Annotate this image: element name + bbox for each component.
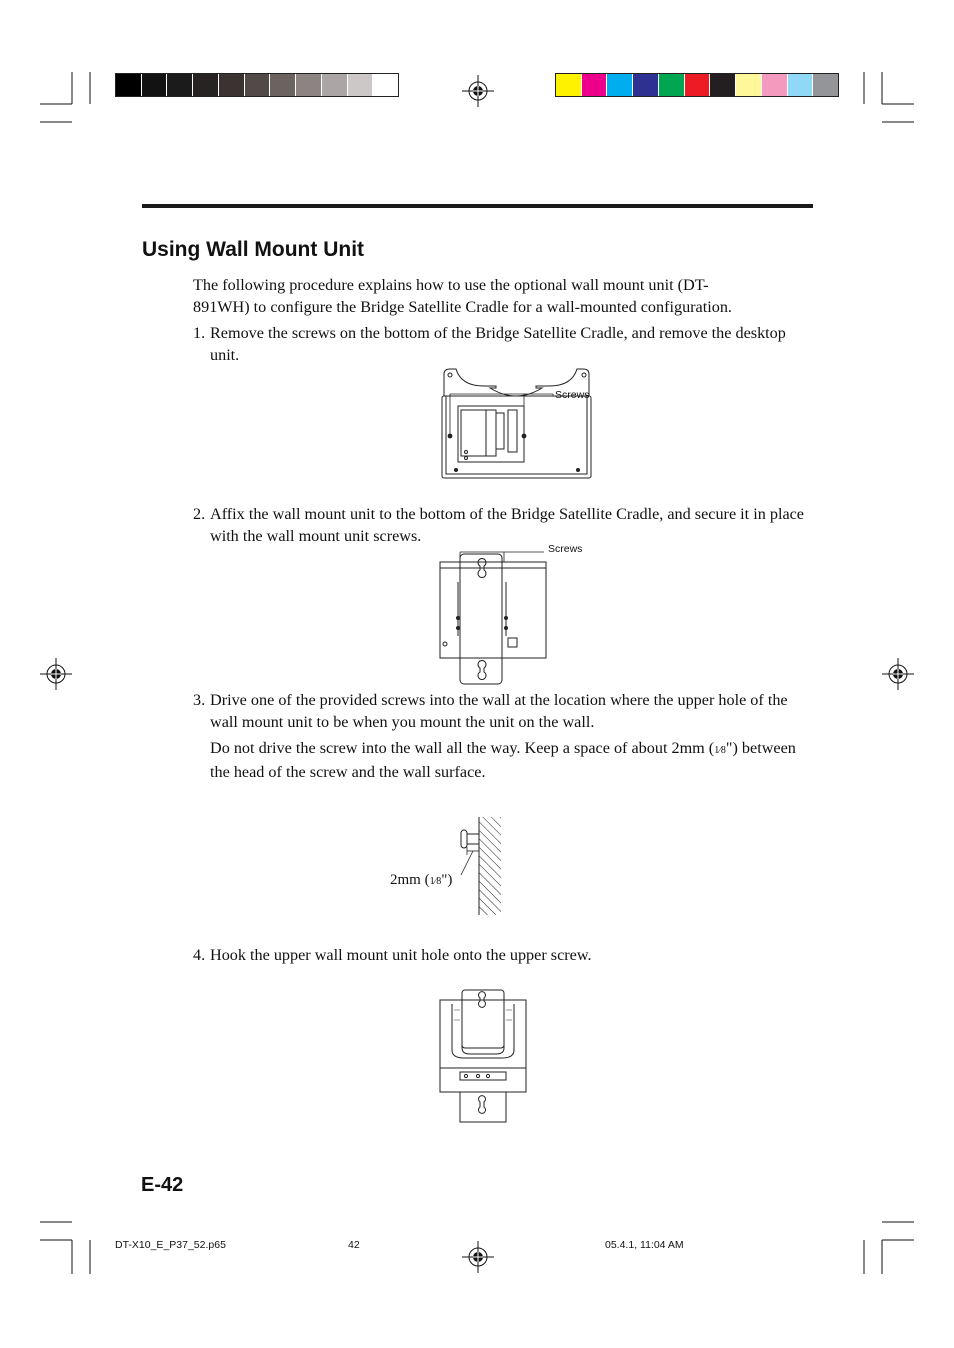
color-swatch <box>269 74 295 96</box>
figure3-label-fraction: 1⁄8 <box>429 876 442 887</box>
step-number: 2. <box>193 505 206 523</box>
intro-paragraph: The following procedure explains how to use the optional wall mount unit (DT-891WH) to configure the Bridge Satellite Cradle for a wall-mounted configuration. <box>193 276 732 316</box>
color-swatch <box>658 74 684 96</box>
color-swatch <box>812 74 838 96</box>
step-number: 1. <box>193 324 206 342</box>
figure3-label-start: 2mm ( <box>390 872 430 888</box>
step-3-note-end: ") between the head of the screw and the wall surface. <box>210 739 796 781</box>
section-title: Using Wall Mount Unit <box>142 238 365 261</box>
step-1 <box>193 323 793 366</box>
color-swatch <box>321 74 347 96</box>
color-swatch <box>116 74 141 96</box>
step-3 <box>193 690 813 733</box>
color-swatch <box>192 74 218 96</box>
color-swatch <box>761 74 787 96</box>
color-swatch <box>581 74 607 96</box>
step-text: Affix the wall mount unit to the bottom of the Bridge Satellite Cradle, and secure it in place with the wall mount unit screws. <box>210 505 804 545</box>
registration-mark-top <box>462 75 494 107</box>
figure-wall-mount-attached <box>436 540 596 690</box>
step-3-note-start: Do not drive the screw into the wall all the way. Keep a space of about 2mm ( <box>210 739 715 757</box>
figure-hooked-on-wall <box>438 988 530 1124</box>
color-swatch <box>372 74 398 96</box>
registration-mark-left <box>40 658 72 690</box>
figure3-label-end: ") <box>441 872 453 888</box>
figure1-leader <box>520 388 560 408</box>
color-swatch <box>709 74 735 96</box>
color-swatch <box>606 74 632 96</box>
color-swatch <box>218 74 244 96</box>
figure3-gap-label <box>390 870 452 893</box>
color-swatch <box>141 74 167 96</box>
grayscale-bar <box>115 73 399 97</box>
registration-mark-bottom <box>462 1241 494 1273</box>
step-4 <box>193 945 813 967</box>
step-text: Remove the screws on the bottom of the Bridge Satellite Cradle, and remove the desktop unit. <box>210 324 786 364</box>
footer-file: DT-X10_E_P37_52.p65 <box>115 1239 226 1251</box>
color-swatch <box>684 74 710 96</box>
footer-page: 42 <box>348 1239 360 1251</box>
color-swatch <box>787 74 813 96</box>
figure2-screws-label: Screws <box>548 543 583 555</box>
footer-timestamp: 05.4.1, 11:04 AM <box>605 1239 684 1251</box>
page-number: E-42 <box>141 1174 184 1196</box>
step-text: Drive one of the provided screws into the wall at the location where the upper hole of the wall mount unit to be when you mount the unit on the wall. <box>210 691 788 731</box>
figure-cradle-bottom <box>436 366 606 482</box>
figure-screw-gap <box>455 815 505 917</box>
color-swatch <box>735 74 761 96</box>
color-bar <box>555 73 839 97</box>
figure1-screws-label: Screws <box>555 389 590 401</box>
color-swatch <box>166 74 192 96</box>
step-number: 4. <box>193 946 206 964</box>
step-3-note <box>210 738 800 783</box>
step-3-note-fraction: 1⁄8 <box>714 745 726 756</box>
section-rule <box>142 204 813 208</box>
color-swatch <box>556 74 581 96</box>
color-swatch <box>295 74 321 96</box>
color-swatch <box>347 74 373 96</box>
color-swatch <box>244 74 270 96</box>
registration-mark-right <box>882 658 914 690</box>
step-text: Hook the upper wall mount unit hole onto the upper screw. <box>210 946 592 964</box>
color-swatch <box>632 74 658 96</box>
step-number: 3. <box>193 691 206 709</box>
